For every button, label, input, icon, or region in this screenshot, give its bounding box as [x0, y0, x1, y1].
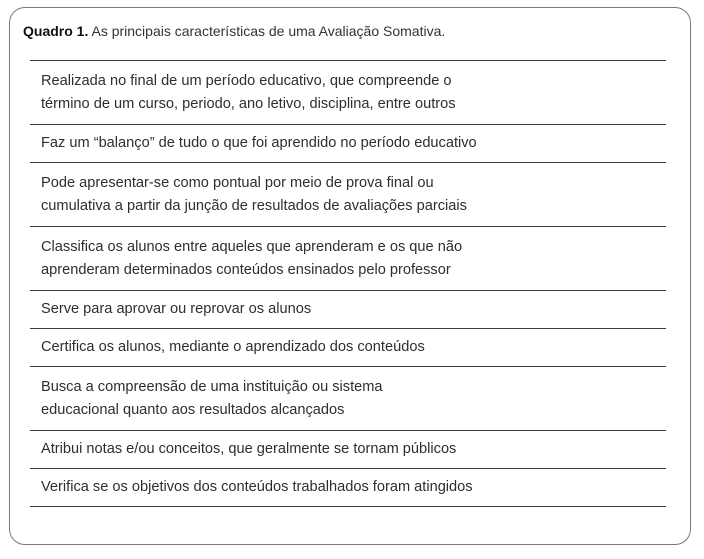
- row-text: Faz um “balanço” de tudo o que foi aprendido no período educativo: [41, 135, 477, 151]
- row-text: Realizada no final de um período educativo, que compreende o término de um curso, periodo, ano letivo, disciplina, entre outros: [41, 72, 456, 112]
- row-text: Verifica se os objetivos dos conteúdos trabalhados foram atingidos: [41, 479, 473, 495]
- table-row: [30, 227, 666, 291]
- table-row: [30, 367, 666, 431]
- row-text: Atribui notas e/ou conceitos, que geralmente se tornam públicos: [41, 441, 457, 457]
- caption-text: As principais características de uma Avaliação Somativa.: [88, 23, 446, 39]
- row-text: Busca a compreensão de uma instituição ou sistema educacional quanto aos resultados alcançados: [41, 378, 383, 418]
- row-text: Classifica os alunos entre aqueles que aprenderam e os que não aprenderam determinados conteúdos ensinados pelo professor: [41, 238, 463, 278]
- table-row: [30, 61, 666, 125]
- table-row: [30, 291, 666, 329]
- table-row: [30, 125, 666, 163]
- row-text: Serve para aprovar ou reprovar os alunos: [41, 301, 312, 317]
- characteristics-table: [30, 60, 666, 507]
- caption-label: Quadro 1.: [23, 23, 89, 39]
- row-text: Certifica os alunos, mediante o aprendizado dos conteúdos: [41, 339, 425, 355]
- table-row: [30, 431, 666, 469]
- row-text: Pode apresentar-se como pontual por meio de prova final ou cumulativa a partir da junção de resultados de avaliações parciais: [41, 174, 467, 214]
- table-row: [30, 469, 666, 507]
- table-row: [30, 329, 666, 367]
- table-row: [30, 163, 666, 227]
- table-caption: [23, 23, 445, 39]
